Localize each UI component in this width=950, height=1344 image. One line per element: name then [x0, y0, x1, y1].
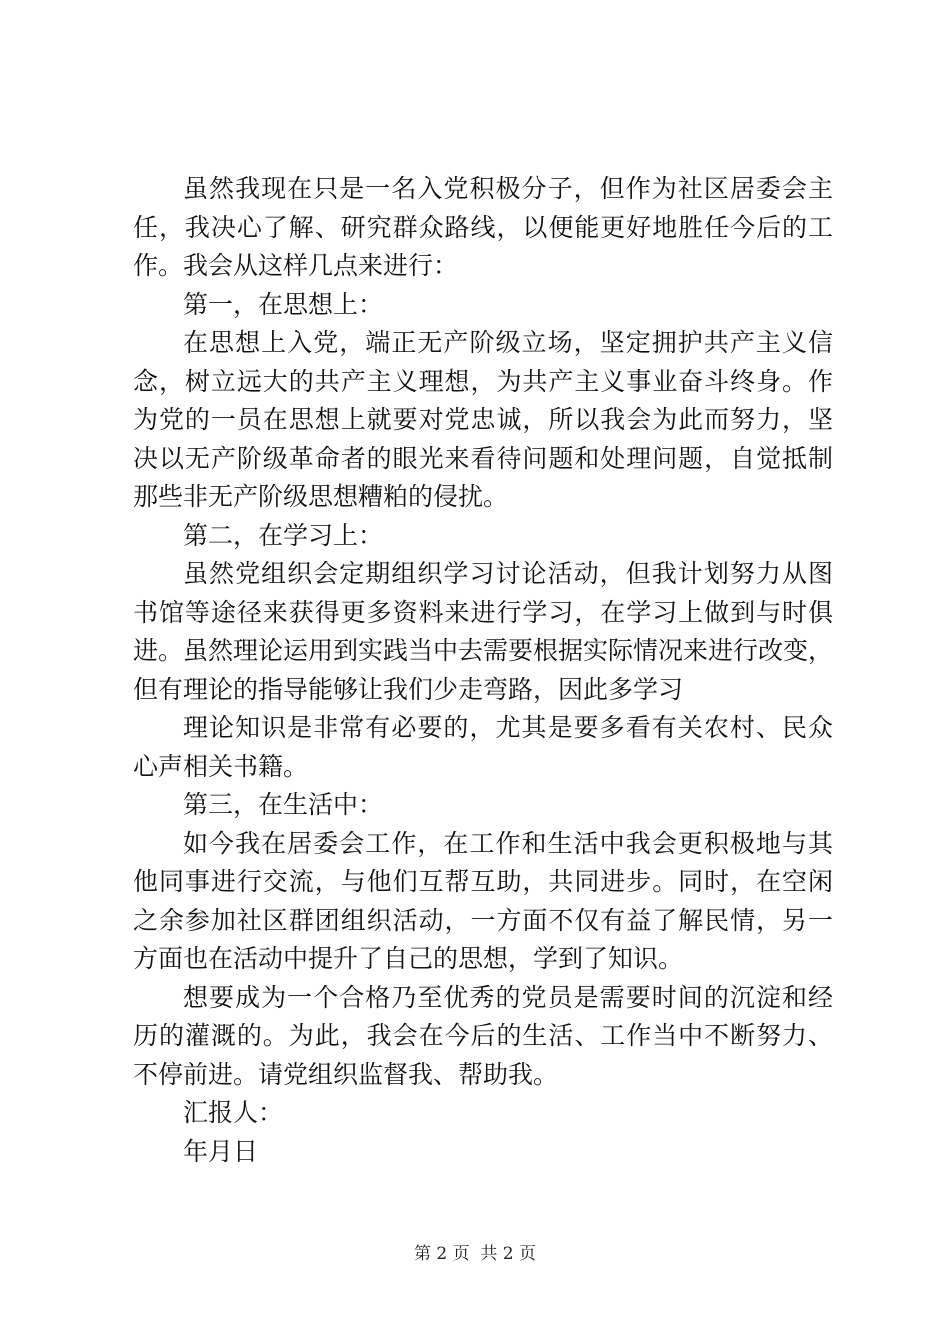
text-line: 历的灌溉的。为此，我会在今后的生活、工作当中不断努力、: [133, 1021, 833, 1050]
text-line: 第二，在学习上：: [183, 520, 384, 550]
text-line: 之余参加社区群团组织活动，一方面不仅有益了解民情，另一: [133, 905, 833, 935]
text-line: 汇报人：: [183, 1098, 284, 1127]
text-line: 为党的一员在思想上就要对党忠诚，所以我会为此而努力，坚: [133, 405, 833, 434]
text-line: 决以无产阶级革命者的眼光来看待问题和处理问题，自觉抵制: [133, 443, 833, 473]
text-line: 心声相关书籍。: [133, 751, 309, 781]
text-line: 想要成为一个合格乃至优秀的党员是需要时间的沉淀和经: [183, 982, 833, 1012]
text-line: 进。虽然理论运用到实践当中去需要根据实际情况来进行改变，: [133, 636, 834, 665]
text-line: 念，树立远大的共产主义理想，为共产主义事业奋斗终身。作: [133, 366, 833, 396]
document-body: [133, 170, 833, 1171]
text-line: 第一，在思想上：: [183, 289, 384, 319]
text-line: 不停前进。请党组织监督我、帮助我。: [133, 1059, 559, 1089]
text-line: 年月日: [183, 1136, 259, 1166]
text-line: 方面也在活动中提升了自己的思想，学到了知识。: [133, 944, 684, 973]
text-line: 他同事进行交流，与他们互帮互助，共同进步。同时，在空闲: [133, 867, 833, 896]
text-line: 任，我决心了解、研究群众路线，以便能更好地胜任今后的工: [133, 212, 833, 242]
page-footer: [0, 1242, 950, 1266]
text-line: 但有理论的指导能够让我们少走弯路，因此多学习: [133, 674, 684, 704]
text-line: 虽然我现在只是一名入党积极分子，但作为社区居委会主: [183, 174, 833, 203]
text-line: 理论知识是非常有必要的，尤其是要多看有关农村、民众: [183, 713, 833, 742]
text-line: 如今我在居委会工作，在工作和生活中我会更积极地与其: [183, 828, 833, 858]
text-line: 第三，在生活中：: [183, 790, 384, 819]
text-line: 虽然党组织会定期组织学习讨论活动，但我计划努力从图: [183, 559, 833, 588]
text-line: 在思想上入党，端正无产阶级立场，坚定拥护共产主义信: [183, 328, 833, 357]
text-line: 那些非无产阶级思想糟粕的侵扰。: [133, 482, 509, 511]
page-number-label: 第 2 页 共 2 页: [413, 1244, 537, 1264]
text-line: 作。我会从这样几点来进行：: [133, 251, 459, 280]
text-line: 书馆等途径来获得更多资料来进行学习，在学习上做到与时俱: [133, 597, 833, 627]
